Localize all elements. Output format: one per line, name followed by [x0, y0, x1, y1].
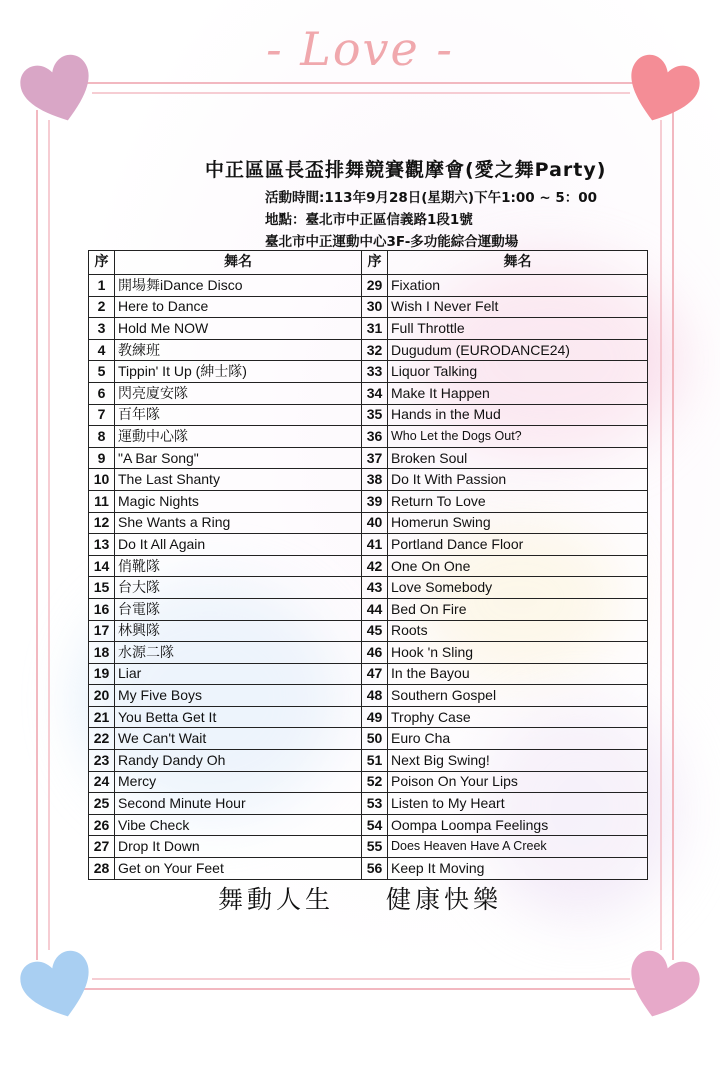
- table-row: [89, 447, 648, 469]
- dance-name-cell: 台大隊: [115, 577, 362, 599]
- dance-number-cell: 54: [362, 814, 388, 836]
- table-row: [89, 685, 648, 707]
- frame-left-inner: [48, 120, 50, 950]
- frame-bottom-outer: [78, 988, 644, 990]
- dance-name-cell: 林興隊: [115, 620, 362, 642]
- dance-name-cell: In the Bayou: [388, 663, 648, 685]
- table-body: [89, 275, 648, 880]
- dance-number-cell: 12: [89, 512, 115, 534]
- table-row: [89, 534, 648, 556]
- frame-top-inner: [92, 92, 630, 94]
- table-row: [89, 426, 648, 448]
- table-row: [89, 361, 648, 383]
- table-row: [89, 814, 648, 836]
- dance-number-cell: 17: [89, 620, 115, 642]
- header-number-right: 序: [362, 251, 388, 275]
- dance-name-cell: Keep It Moving: [388, 858, 648, 880]
- dance-number-cell: 39: [362, 490, 388, 512]
- dance-number-cell: 5: [89, 361, 115, 383]
- dance-name-cell: Does Heaven Have A Creek: [388, 836, 648, 858]
- table-row: [89, 836, 648, 858]
- dance-name-cell: Tippin' It Up (紳士隊): [115, 361, 362, 383]
- dance-number-cell: 41: [362, 534, 388, 556]
- dance-name-cell: The Last Shanty: [115, 469, 362, 491]
- dance-number-cell: 26: [89, 814, 115, 836]
- table-row: [89, 858, 648, 880]
- dance-name-cell: Make It Happen: [388, 382, 648, 404]
- dance-number-cell: 21: [89, 706, 115, 728]
- dance-number-cell: 22: [89, 728, 115, 750]
- dance-number-cell: 27: [89, 836, 115, 858]
- dance-name-cell: Homerun Swing: [388, 512, 648, 534]
- dance-name-cell: We Can't Wait: [115, 728, 362, 750]
- dance-number-cell: 33: [362, 361, 388, 383]
- dance-number-cell: 6: [89, 382, 115, 404]
- slogan: [0, 880, 720, 916]
- dance-number-cell: 25: [89, 793, 115, 815]
- dance-name-cell: Hold Me NOW: [115, 318, 362, 340]
- event-venue: 臺北市中正運動中心3F-多功能綜合運動場: [265, 234, 519, 250]
- dance-name-cell: Fixation: [388, 275, 648, 297]
- dance-name-cell: Randy Dandy Oh: [115, 750, 362, 772]
- dance-number-cell: 49: [362, 706, 388, 728]
- dance-number-cell: 9: [89, 447, 115, 469]
- table-row: [89, 555, 648, 577]
- dance-name-cell: Euro Cha: [388, 728, 648, 750]
- dance-number-cell: 45: [362, 620, 388, 642]
- dance-number-cell: 44: [362, 598, 388, 620]
- dance-name-cell: My Five Boys: [115, 685, 362, 707]
- dance-name-cell: Bed On Fire: [388, 598, 648, 620]
- dance-name-cell: Listen to My Heart: [388, 793, 648, 815]
- dance-number-cell: 34: [362, 382, 388, 404]
- table-row: [89, 663, 648, 685]
- dance-name-cell: Get on Your Feet: [115, 858, 362, 880]
- dance-name-cell: 運動中心隊: [115, 426, 362, 448]
- dance-number-cell: 3: [89, 318, 115, 340]
- dance-number-cell: 24: [89, 771, 115, 793]
- dance-number-cell: 11: [89, 490, 115, 512]
- frame-left-outer: [36, 110, 38, 960]
- dance-number-cell: 31: [362, 318, 388, 340]
- table-row: [89, 469, 648, 491]
- heart-icon-bottom-left: [16, 944, 100, 1028]
- dance-number-cell: 50: [362, 728, 388, 750]
- dance-number-cell: 1: [89, 275, 115, 297]
- dance-name-cell: 教練班: [115, 339, 362, 361]
- table-row: [89, 642, 648, 664]
- table-row: [89, 490, 648, 512]
- dance-name-cell: 水源二隊: [115, 642, 362, 664]
- table-row: [89, 771, 648, 793]
- dance-name-cell: Return To Love: [388, 490, 648, 512]
- dance-name-cell: Mercy: [115, 771, 362, 793]
- dance-number-cell: 23: [89, 750, 115, 772]
- dance-name-cell: Oompa Loompa Feelings: [388, 814, 648, 836]
- table-row: [89, 577, 648, 599]
- dance-name-cell: Trophy Case: [388, 706, 648, 728]
- dance-name-cell: Full Throttle: [388, 318, 648, 340]
- event-time: 活動時間:113年9月28日(星期六)下午1:00 ~ 5：00: [265, 190, 598, 206]
- dance-name-cell: Hook 'n Sling: [388, 642, 648, 664]
- dance-number-cell: 20: [89, 685, 115, 707]
- event-location: 地點：臺北市中正區信義路1段1號: [265, 212, 473, 228]
- table-row: [89, 620, 648, 642]
- dance-number-cell: 15: [89, 577, 115, 599]
- dance-number-cell: 10: [89, 469, 115, 491]
- table-row: [89, 512, 648, 534]
- dance-name-cell: She Wants a Ring: [115, 512, 362, 534]
- dance-number-cell: 47: [362, 663, 388, 685]
- dance-name-cell: 開場舞iDance Disco: [115, 275, 362, 297]
- dance-number-cell: 29: [362, 275, 388, 297]
- table-row: [89, 728, 648, 750]
- table-header-row: [89, 251, 648, 275]
- dance-name-cell: Wish I Never Felt: [388, 296, 648, 318]
- dance-name-cell: Broken Soul: [388, 447, 648, 469]
- dance-number-cell: 40: [362, 512, 388, 534]
- frame-right-outer: [672, 110, 674, 960]
- dance-name-cell: Do It All Again: [115, 534, 362, 556]
- dance-name-cell: Southern Gospel: [388, 685, 648, 707]
- dance-list-table: [88, 250, 648, 880]
- table-row: [89, 750, 648, 772]
- dance-name-cell: Liar: [115, 663, 362, 685]
- header-number-left: 序: [89, 251, 115, 275]
- dance-name-cell: Liquor Talking: [388, 361, 648, 383]
- dance-number-cell: 7: [89, 404, 115, 426]
- dance-number-cell: 4: [89, 339, 115, 361]
- table-row: [89, 275, 648, 297]
- dance-name-cell: Love Somebody: [388, 577, 648, 599]
- table-row: [89, 318, 648, 340]
- dance-name-cell: Magic Nights: [115, 490, 362, 512]
- dance-name-cell: Here to Dance: [115, 296, 362, 318]
- dance-name-cell: Portland Dance Floor: [388, 534, 648, 556]
- slogan-left: 舞動人生: [218, 885, 335, 914]
- dance-name-cell: One On One: [388, 555, 648, 577]
- heart-icon-bottom-right: [620, 944, 704, 1028]
- dance-number-cell: 28: [89, 858, 115, 880]
- dance-number-cell: 32: [362, 339, 388, 361]
- dance-number-cell: 51: [362, 750, 388, 772]
- event-title: 中正區區長盃排舞競賽觀摩會(愛之舞Party): [205, 159, 607, 181]
- dance-name-cell: Do It With Passion: [388, 469, 648, 491]
- header-name-right: 舞名: [388, 251, 648, 275]
- dance-number-cell: 16: [89, 598, 115, 620]
- dance-number-cell: 18: [89, 642, 115, 664]
- love-banner: - Love -: [266, 22, 454, 76]
- dance-name-cell: 台電隊: [115, 598, 362, 620]
- dance-number-cell: 13: [89, 534, 115, 556]
- dance-number-cell: 43: [362, 577, 388, 599]
- dance-number-cell: 55: [362, 836, 388, 858]
- dance-number-cell: 42: [362, 555, 388, 577]
- dance-name-cell: Hands in the Mud: [388, 404, 648, 426]
- table-row: [89, 382, 648, 404]
- dance-number-cell: 2: [89, 296, 115, 318]
- dance-name-cell: Poison On Your Lips: [388, 771, 648, 793]
- dance-name-cell: Drop It Down: [115, 836, 362, 858]
- dance-number-cell: 36: [362, 426, 388, 448]
- slogan-right: 健康快樂: [385, 885, 502, 914]
- dance-number-cell: 48: [362, 685, 388, 707]
- dance-name-cell: Next Big Swing!: [388, 750, 648, 772]
- dance-number-cell: 14: [89, 555, 115, 577]
- dance-name-cell: Dugudum (EURODANCE24): [388, 339, 648, 361]
- dance-number-cell: 35: [362, 404, 388, 426]
- dance-name-cell: Second Minute Hour: [115, 793, 362, 815]
- dance-name-cell: 俏靴隊: [115, 555, 362, 577]
- dance-name-cell: Roots: [388, 620, 648, 642]
- dance-number-cell: 37: [362, 447, 388, 469]
- dance-number-cell: 8: [89, 426, 115, 448]
- dance-name-cell: Vibe Check: [115, 814, 362, 836]
- dance-number-cell: 30: [362, 296, 388, 318]
- dance-number-cell: 19: [89, 663, 115, 685]
- dance-number-cell: 56: [362, 858, 388, 880]
- table-row: [89, 793, 648, 815]
- dance-name-cell: You Betta Get It: [115, 706, 362, 728]
- dance-number-cell: 46: [362, 642, 388, 664]
- table-row: [89, 296, 648, 318]
- table-row: [89, 339, 648, 361]
- dance-number-cell: 52: [362, 771, 388, 793]
- table-row: [89, 404, 648, 426]
- table-row: [89, 706, 648, 728]
- table-row: [89, 598, 648, 620]
- dance-name-cell: 閃亮廈安隊: [115, 382, 362, 404]
- dance-name-cell: Who Let the Dogs Out?: [388, 426, 648, 448]
- frame-bottom-inner: [92, 978, 630, 980]
- dance-number-cell: 53: [362, 793, 388, 815]
- dance-name-cell: "A Bar Song": [115, 447, 362, 469]
- frame-top-outer: [78, 82, 644, 84]
- dance-number-cell: 38: [362, 469, 388, 491]
- dance-name-cell: 百年隊: [115, 404, 362, 426]
- frame-right-inner: [660, 120, 662, 950]
- header-name-left: 舞名: [115, 251, 362, 275]
